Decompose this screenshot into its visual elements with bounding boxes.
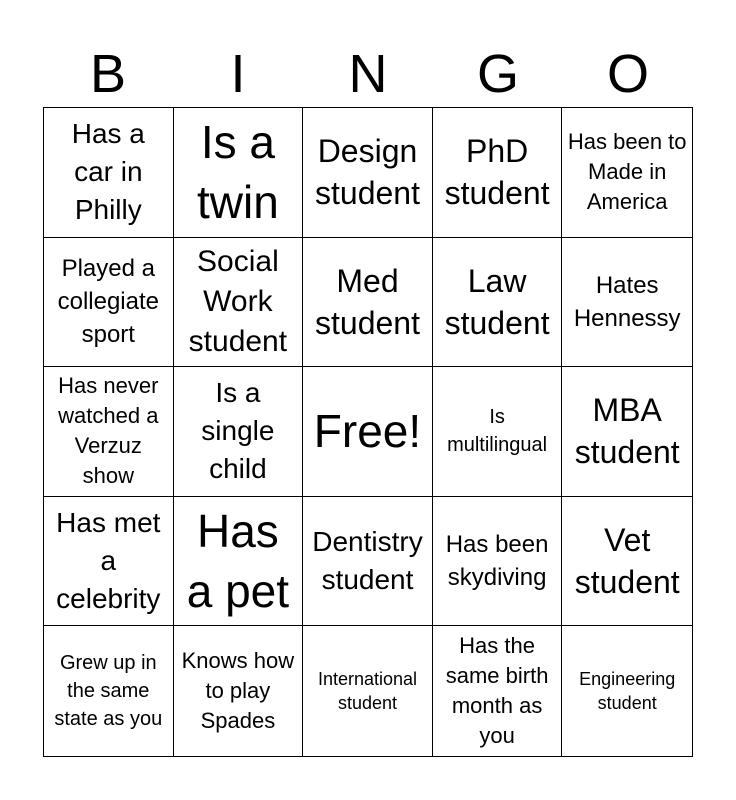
bingo-cell[interactable] (562, 497, 692, 627)
header-letter-b: B (89, 44, 127, 104)
bingo-cell[interactable] (433, 626, 563, 756)
cell-text: International student (317, 669, 418, 714)
cell-text: Is a twin (196, 116, 279, 229)
header-letter-g: G (476, 44, 519, 104)
bingo-cell[interactable] (562, 108, 692, 238)
bingo-cell[interactable] (174, 497, 304, 627)
cell-text: Has a pet (186, 505, 290, 618)
bingo-cell[interactable] (44, 626, 174, 756)
bingo-cell[interactable] (174, 238, 304, 368)
cell-text: Is a single child (201, 377, 275, 485)
cell-text: Law student (444, 262, 550, 341)
cell-text: Played a collegiate sport (57, 255, 159, 349)
cell-text: Design student (315, 133, 420, 212)
bingo-cell[interactable] (433, 108, 563, 238)
bingo-cell[interactable] (44, 497, 174, 627)
bingo-cell[interactable] (174, 626, 304, 756)
bingo-cell[interactable] (303, 626, 433, 756)
header-letter-o: O (606, 44, 649, 104)
bingo-cell[interactable] (44, 108, 174, 238)
bingo-cell[interactable] (303, 108, 433, 238)
header-letter-i: I (230, 44, 246, 104)
bingo-cell[interactable] (44, 238, 174, 368)
cell-text: Social Work student (188, 244, 288, 358)
bingo-cell[interactable] (433, 238, 563, 368)
cell-text: Vet student (574, 522, 680, 601)
bingo-cell[interactable] (433, 367, 563, 497)
cell-text: Has the same birth month as you (445, 633, 549, 749)
bingo-cell[interactable] (174, 367, 304, 497)
header-letter-n: N (348, 44, 388, 104)
cell-text: Grew up in the same state as you (54, 652, 163, 731)
bingo-grid (43, 107, 693, 757)
bingo-cell[interactable] (562, 367, 692, 497)
bingo-cell[interactable] (174, 108, 304, 238)
cell-text: Knows how to play Spades (181, 648, 295, 734)
bingo-cell[interactable] (303, 238, 433, 368)
cell-text: Has met a celebrity (56, 507, 161, 615)
bingo-header (43, 42, 693, 106)
bingo-cell[interactable] (44, 367, 174, 497)
cell-text: PhD student (444, 133, 550, 212)
cell-text: Dentistry student (312, 526, 423, 596)
cell-text: MBA student (574, 392, 680, 471)
cell-text: Has never watched a Verzuz show (58, 373, 159, 489)
bingo-cell[interactable] (303, 497, 433, 627)
bingo-cell[interactable] (562, 238, 692, 368)
cell-text: Has a car in Philly (71, 118, 145, 226)
cell-text: Is multilingual (447, 406, 548, 457)
cell-text: Free! (313, 405, 422, 458)
cell-text: Med student (315, 262, 420, 341)
bingo-cell[interactable] (562, 626, 692, 756)
bingo-cell free-space[interactable] (303, 367, 433, 497)
bingo-cell[interactable] (433, 497, 563, 627)
cell-text: Hates Hennessy (573, 271, 681, 332)
cell-text: Has been to Made in America (567, 129, 687, 215)
cell-text: Engineering student (579, 669, 676, 714)
cell-text: Has been skydiving (445, 531, 549, 592)
